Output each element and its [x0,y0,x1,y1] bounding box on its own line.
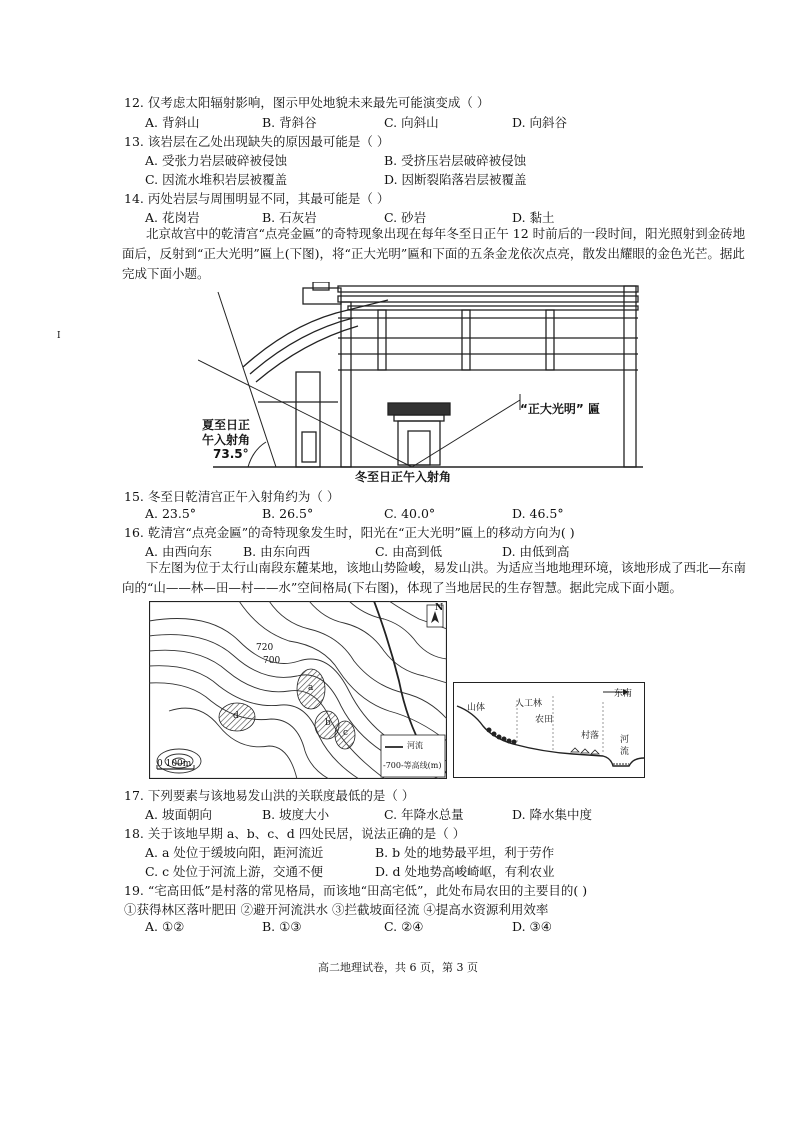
q19-option-d[interactable]: D. ③④ [512,919,552,934]
q13-option-a[interactable]: A. 受张力岩层破碎被侵蚀 [145,153,287,168]
page-footer: 高二地理试卷，共 6 页，第 3 页 [318,961,478,974]
q13-option-c[interactable]: C. 因流水堆积岩层被覆盖 [145,172,288,187]
contour-label-700: 700 [263,656,281,666]
section-river-label-1: 河 [620,735,630,745]
q16-option-b[interactable]: B. 由东向西 [243,544,311,559]
q15-option-b[interactable]: B. 26.5° [262,506,314,521]
q14-option-b[interactable]: B. 石灰岩 [262,210,317,225]
margin-mark: I [57,331,61,341]
point-b-label: b [325,718,331,728]
q16-option-c[interactable]: C. 由高到低 [375,544,443,559]
q16-stem: 16. 乾清宫“点亮金匾”的奇特现象发生时，阳光在“正大光明”匾上的移动方向为( ) [124,525,575,540]
summer-angle-label-3: 73.5° [213,447,249,461]
q14-option-d[interactable]: D. 黏土 [512,210,555,225]
q17-option-d[interactable]: D. 降水集中度 [512,807,593,822]
q19-option-c[interactable]: C. ②④ [384,919,424,934]
point-c-label: c [343,728,349,738]
q17-option-c[interactable]: C. 年降水总量 [384,807,464,822]
q19-choices: ①获得林区落叶肥田 ②避开河流洪水 ③拦截坡面径流 ④提高水资源利用效率 [124,902,549,917]
q12-option-d[interactable]: D. 向斜谷 [512,115,568,130]
q13-option-b[interactable]: B. 受挤压岩层破碎被侵蚀 [384,153,527,168]
point-a-label: a [308,683,314,693]
q16-option-d[interactable]: D. 由低到高 [502,544,570,559]
section-forest-label: 人工林 [515,699,543,709]
q16-option-a[interactable]: A. 由西向东 [145,544,212,559]
palace-figure [198,282,650,482]
q18-option-d[interactable]: D. d 处地势高峻崎岖，有利农业 [375,864,555,879]
section-village-label: 村落 [581,731,600,741]
q15-option-d[interactable]: D. 46.5° [512,506,564,521]
q13-option-d[interactable]: D. 因断裂陷落岩层被覆盖 [384,172,527,187]
q15-stem: 15. 冬至日乾清宫正午入射角约为（ ） [124,489,340,504]
q17-option-b[interactable]: B. 坡度大小 [262,807,330,822]
q18-stem: 18. 关于该地早期 a、b、c、d 四处民居，说法正确的是（ ） [124,826,466,841]
q19-option-b[interactable]: B. ①③ [262,919,302,934]
north-label: N [435,603,444,613]
q14-option-c[interactable]: C. 砂岩 [384,210,427,225]
q14-option-a[interactable]: A. 花岗岩 [145,210,200,225]
section-mountain-label: 山体 [467,703,486,713]
contour-label-720: 720 [256,643,274,653]
legend-river: 河流 [407,741,423,750]
q17-option-a[interactable]: A. 坡面朝向 [145,807,212,822]
section-direction-label: 东南 [614,689,633,699]
scale-label: 0 100m [157,759,192,769]
plaque-label: “正大光明” 匾 [520,402,600,416]
point-d-label: d [233,711,239,721]
q17-stem: 17. 下列要素与该地易发山洪的关联度最低的是（ ） [124,788,415,803]
legend-contour: -700-等高线(m) [383,761,442,770]
q12-option-a[interactable]: A. 背斜山 [145,115,200,130]
q14-stem: 14. 丙处岩层与周围明显不同，其最可能是（ ） [124,191,390,206]
q13-stem: 13. 该岩层在乙处出现缺失的原因最可能是（ ） [124,134,390,149]
intro-paragraph-1: 北京故宫中的乾清宫“点亮金匾”的奇特现象出现在每年冬至日正午 12 时前后的一段时间，阳光照射到金砖地面后，反射到“正大光明”匾上(下图)，将“正大光明”匾和下面的五条金龙依次点亮，散发出耀眼的金色光芒。据此完成下面小题。 [122,226,746,281]
q18-option-c[interactable]: C. c 处位于河流上游，交通不便 [145,864,324,879]
intro-paragraph-2: 下左图为位于太行山南段东麓某地，该地山势险峻，易发山洪。为适应当地地理环境，该地形成了西北—东南向的“山——林—田—村——水”空间格局(下右图)，体现了当地居民的生存智慧。据此完成下面小题。 [122,560,747,595]
q19-stem: 19. “宅高田低”是村落的常见格局，而该地“田高宅低”，此处布局农田的主要目的( ) [124,883,588,898]
summer-angle-label-1: 夏至日正 [202,418,251,432]
q12-stem: 12. 仅考虑太阳辐射影响，图示甲处地貌未来最先可能演变成（ ） [124,95,490,110]
q12-option-b[interactable]: B. 背斜谷 [262,115,317,130]
q15-option-c[interactable]: C. 40.0° [384,506,436,521]
q18-option-b[interactable]: B. b 处的地势最平坦，利于劳作 [375,845,555,860]
q12-option-c[interactable]: C. 向斜山 [384,115,439,130]
q19-option-a[interactable]: A. ①② [145,919,185,934]
section-river-label-2: 流 [620,747,630,757]
contour-map [149,601,447,779]
q18-option-a[interactable]: A. a 处位于缓坡向阳，距河流近 [145,845,324,860]
winter-angle-label: 冬至日正午入射角 [355,470,452,484]
q15-option-a[interactable]: A. 23.5° [145,506,197,521]
section-farm-label: 农田 [535,715,554,725]
summer-angle-label-2: 午入射角 [202,433,251,447]
